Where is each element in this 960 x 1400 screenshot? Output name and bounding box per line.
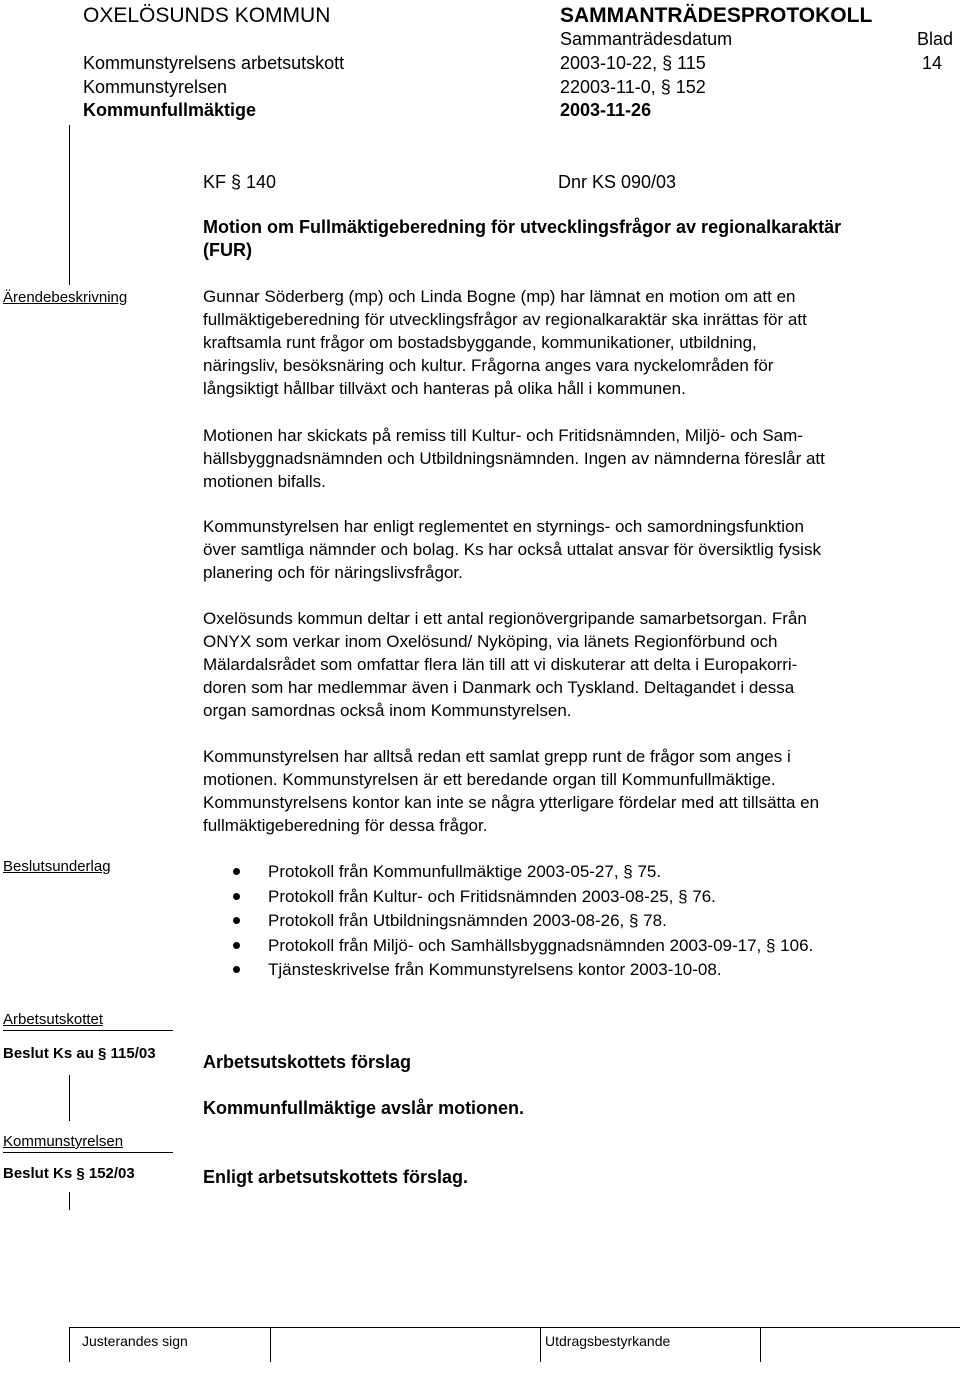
- label-beslutsunderlag: Beslutsunderlag: [3, 858, 111, 875]
- header-date-1: 2003-10-22, § 115: [560, 53, 706, 73]
- p5-line: Kommunstyrelsens kontor kan inte se några ytterligare fördelar med att tillsätta en: [203, 793, 820, 812]
- list-item: Protokoll från Miljö- och Samhällsbyggnadsnämnden 2003-09-17, § 106.: [233, 934, 813, 959]
- header-date-2: 22003-11-0, § 152: [560, 77, 706, 97]
- footer-vline-4: [760, 1327, 761, 1362]
- paragraph-3: [203, 515, 923, 584]
- label-beslut-ks: Beslut Ks § 152/03: [3, 1165, 135, 1182]
- header-vertical-rule: [69, 125, 70, 285]
- p1-line: kraftsamla runt frågor om bostadsbyggande, kommunikationer, utbildning,: [203, 333, 757, 352]
- ks-vertical-rule: [69, 1192, 70, 1210]
- header-date-3: 2003-11-26: [560, 100, 652, 120]
- p4-line: Mälardalsrådet som omfattar flera län till att vi diskuterar att delta i Europakorri-: [203, 655, 798, 674]
- footer-vline-3: [540, 1327, 541, 1362]
- p2-line: motionen bifalls.: [203, 472, 326, 491]
- au-decision-text: Kommunfullmäktige avslår motionen.: [203, 1098, 525, 1118]
- divider-ks: [3, 1152, 173, 1153]
- doc-type: SAMMANTRÄDESPROTOKOLL: [560, 4, 873, 27]
- footer-vline-2: [270, 1327, 271, 1362]
- p3-line: Kommunstyrelsen har enligt reglementet en styrnings- och samordningsfunktion: [203, 517, 804, 536]
- paragraph-2: [203, 424, 923, 493]
- footer-rule: [69, 1327, 960, 1328]
- list-item: Tjänsteskrivelse från Kommunstyrelsens kontor 2003-10-08.: [233, 958, 813, 983]
- footer-sign-label: Justerandes sign: [82, 1333, 188, 1349]
- p1-line: näringsliv, besöksnäring och kultur. Frågorna anges vara nyckelområden för: [203, 356, 774, 375]
- label-arbetsutskottet: Arbetsutskottet: [3, 1011, 104, 1028]
- p2-line: Motionen har skickats på remiss till Kultur- och Fritidsnämnden, Miljö- och Sam-: [203, 426, 803, 445]
- kf-number: KF § 140: [203, 172, 277, 192]
- p3-line: planering och för näringslivsfrågor.: [203, 563, 463, 582]
- footer-vline-1: [69, 1327, 70, 1362]
- p4-line: ONYX som verkar inom Oxelösund/ Nyköping, via länets Regionförbund och: [203, 632, 778, 651]
- header-body-1: Kommunstyrelsens arbetsutskott: [83, 53, 345, 73]
- au-heading: Arbetsutskottets förslag: [203, 1052, 412, 1072]
- divider-au: [3, 1030, 173, 1031]
- paragraph-1: [203, 285, 923, 400]
- paragraph-5: [203, 745, 923, 837]
- label-arendebeskrivning: Ärendebeskrivning: [3, 289, 128, 306]
- p1-line: långsiktigt hållbar tillväxt och hanteras på olika håll i kommunen.: [203, 379, 686, 398]
- header-body-3: Kommunfullmäktige: [83, 100, 257, 120]
- dnr: Dnr KS 090/03: [558, 172, 677, 192]
- paragraph-4: [203, 607, 923, 722]
- au-vertical-rule: [69, 1075, 70, 1121]
- footer-excerpt-label: Utdragsbestyrkande: [545, 1333, 671, 1349]
- ks-decision-text: Enligt arbetsutskottets förslag.: [203, 1167, 469, 1187]
- label-beslut-au: Beslut Ks au § 115/03: [3, 1045, 156, 1062]
- case-title-line-1: Motion om Fullmäktigeberedning för utvecklingsfrågor av regionalkaraktär: [203, 217, 842, 237]
- beslutsunderlag-list: [233, 860, 813, 983]
- p5-line: Kommunstyrelsen har alltså redan ett samlat grepp runt de frågor som anges i: [203, 747, 791, 766]
- page-label: Blad: [917, 29, 954, 49]
- p1-line: fullmäktigeberedning för utvecklingsfrågor av regionalkaraktär ska inrättas för att: [203, 310, 807, 329]
- p4-line: organ samordnas också inom Kommunstyrelsen.: [203, 701, 572, 720]
- p5-line: fullmäktigeberedning för dessa frågor.: [203, 816, 488, 835]
- case-title-line-2: (FUR): [203, 240, 252, 260]
- list-item: Protokoll från Kommunfullmäktige 2003-05-27, § 75.: [233, 860, 813, 885]
- label-kommunstyrelsen: Kommunstyrelsen: [3, 1133, 124, 1150]
- p3-line: över samtliga nämnder och bolag. Ks har också uttalat ansvar för översiktlig fysisk: [203, 540, 821, 559]
- page-number: 14: [922, 53, 943, 73]
- p4-line: Oxelösunds kommun deltar i ett antal regionövergripande samarbetsorgan. Från: [203, 609, 807, 628]
- p2-line: hällsbyggnadsnämnden och Utbildningsnämnden. Ingen av nämnderna föreslår att: [203, 449, 825, 468]
- p1-line: Gunnar Söderberg (mp) och Linda Bogne (mp) har lämnat en motion om att en: [203, 287, 796, 306]
- date-label: Sammanträdesdatum: [560, 29, 733, 49]
- list-item: Protokoll från Kultur- och Fritidsnämnden 2003-08-25, § 76.: [233, 885, 813, 910]
- header-body-2: Kommunstyrelsen: [83, 77, 228, 97]
- p4-line: doren som har medlemmar även i Danmark och Tyskland. Deltagandet i dessa: [203, 678, 795, 697]
- list-item: Protokoll från Utbildningsnämnden 2003-08-26, § 78.: [233, 909, 813, 934]
- p5-line: motionen. Kommunstyrelsen är ett beredande organ till Kommunfullmäktige.: [203, 770, 776, 789]
- org-name: OXELÖSUNDS KOMMUN: [83, 4, 331, 27]
